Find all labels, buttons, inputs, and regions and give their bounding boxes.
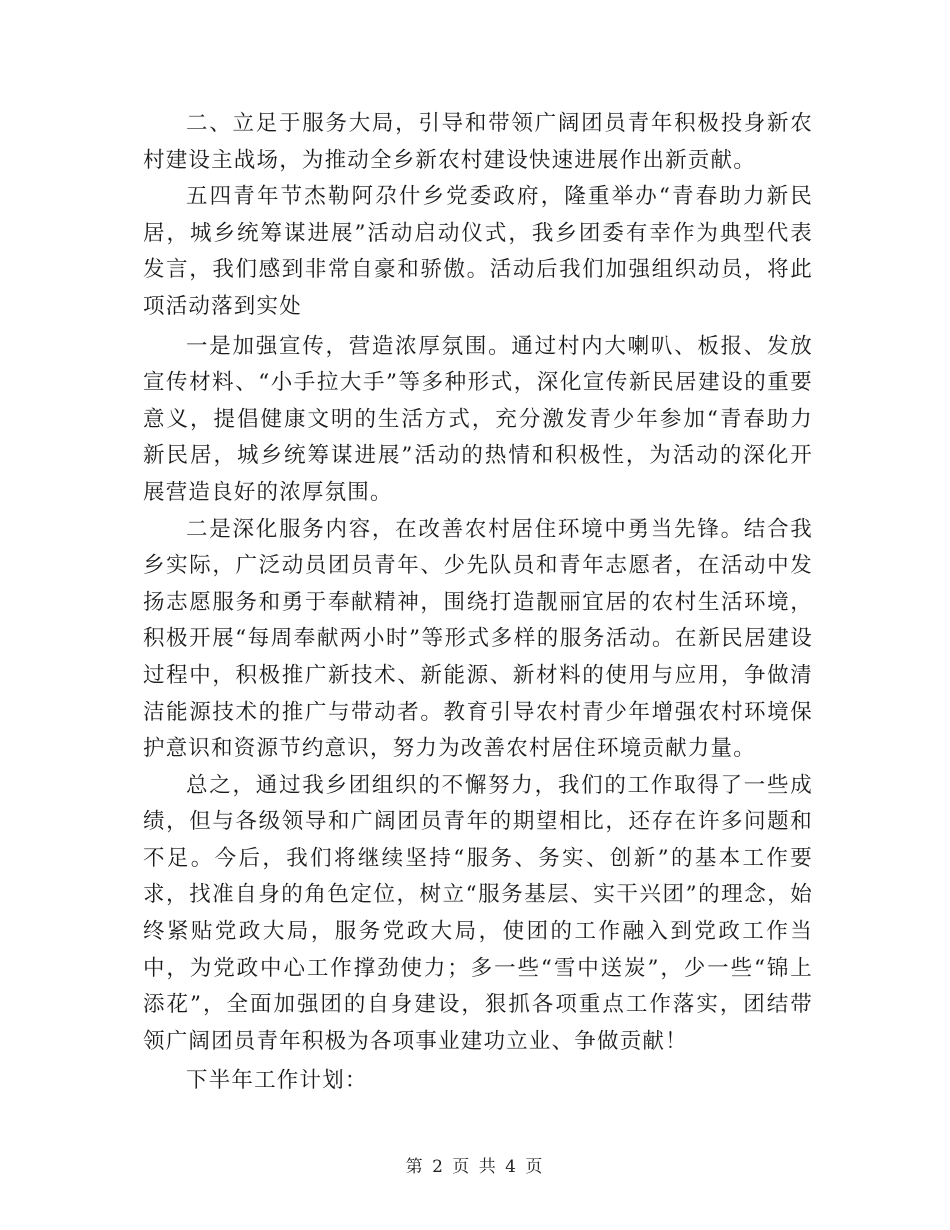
document-body	[143, 106, 813, 1100]
paragraph-youth-day-event: 五四青年节杰勒阿尕什乡党委政府，隆重举办“青春助力新民居，城乡统筹谋进展”活动启动仪式，我乡团委有幸作为典型代表发言，我们感到非常自豪和骄傲。活动后我们加强组织动员，将此项活动落到实处	[143, 184, 813, 319]
page-number-footer: 第 2 页 共 4 页	[405, 1157, 545, 1177]
paragraph-summary: 总之，通过我乡团组织的不懈努力，我们的工作取得了一些成绩，但与各级领导和广阔团员青年的期望相比，还存在许多问题和不足。今后，我们将继续坚持“服务、务实、创新”的基本工作要求，找准自身的角色定位，树立“服务基层、实干兴团”的理念，始终紧贴党政大局，服务党政大局，使团的工作融入到党政工作当中，为党政中心工作撑劲使力；多一些“雪中送炭”，少一些“锦上添花”，全面加强团的自身建设，狠抓各项重点工作落实，团结带领广阔团员青年积极为各项事业建功立业、争做贡献！	[143, 772, 813, 1054]
paragraph-service-content: 二是深化服务内容，在改善农村居住环境中勇当先锋。结合我乡实际，广泛动员团员青年、少先队员和青年志愿者，在活动中发扬志愿服务和勇于奉献精神，围绕打造靓丽宜居的农村生活环境，积极开展“每周奉献两小时”等形式多样的服务活动。在新民居建设过程中，积极推广新技术、新能源、新材料的使用与应用，争做清洁能源技术的推广与带动者。教育引导农村青少年增强农村环境保护意识和资源节约意识，努力为改善农村居住环境贡献力量。	[143, 516, 813, 762]
paragraph-second-half-plan: 下半年工作计划：	[186, 1068, 368, 1094]
paragraph-publicity: 一是加强宣传，营造浓厚氛围。通过村内大喇叭、板报、发放宣传材料、“小手拉大手”等多种形式，深化宣传新民居建设的重要意义，提倡健康文明的生活方式，充分激发青少年参加“青春助力新民居，城乡统筹谋进展”活动的热情和积极性，为活动的深化开展营造良好的浓厚氛围。	[143, 333, 813, 505]
paragraph-section-two-heading: 二、立足于服务大局，引导和带领广阔团员青年积极投身新农村建设主战场，为推动全乡新农村建设快速进展作出新贡献。	[143, 111, 813, 173]
